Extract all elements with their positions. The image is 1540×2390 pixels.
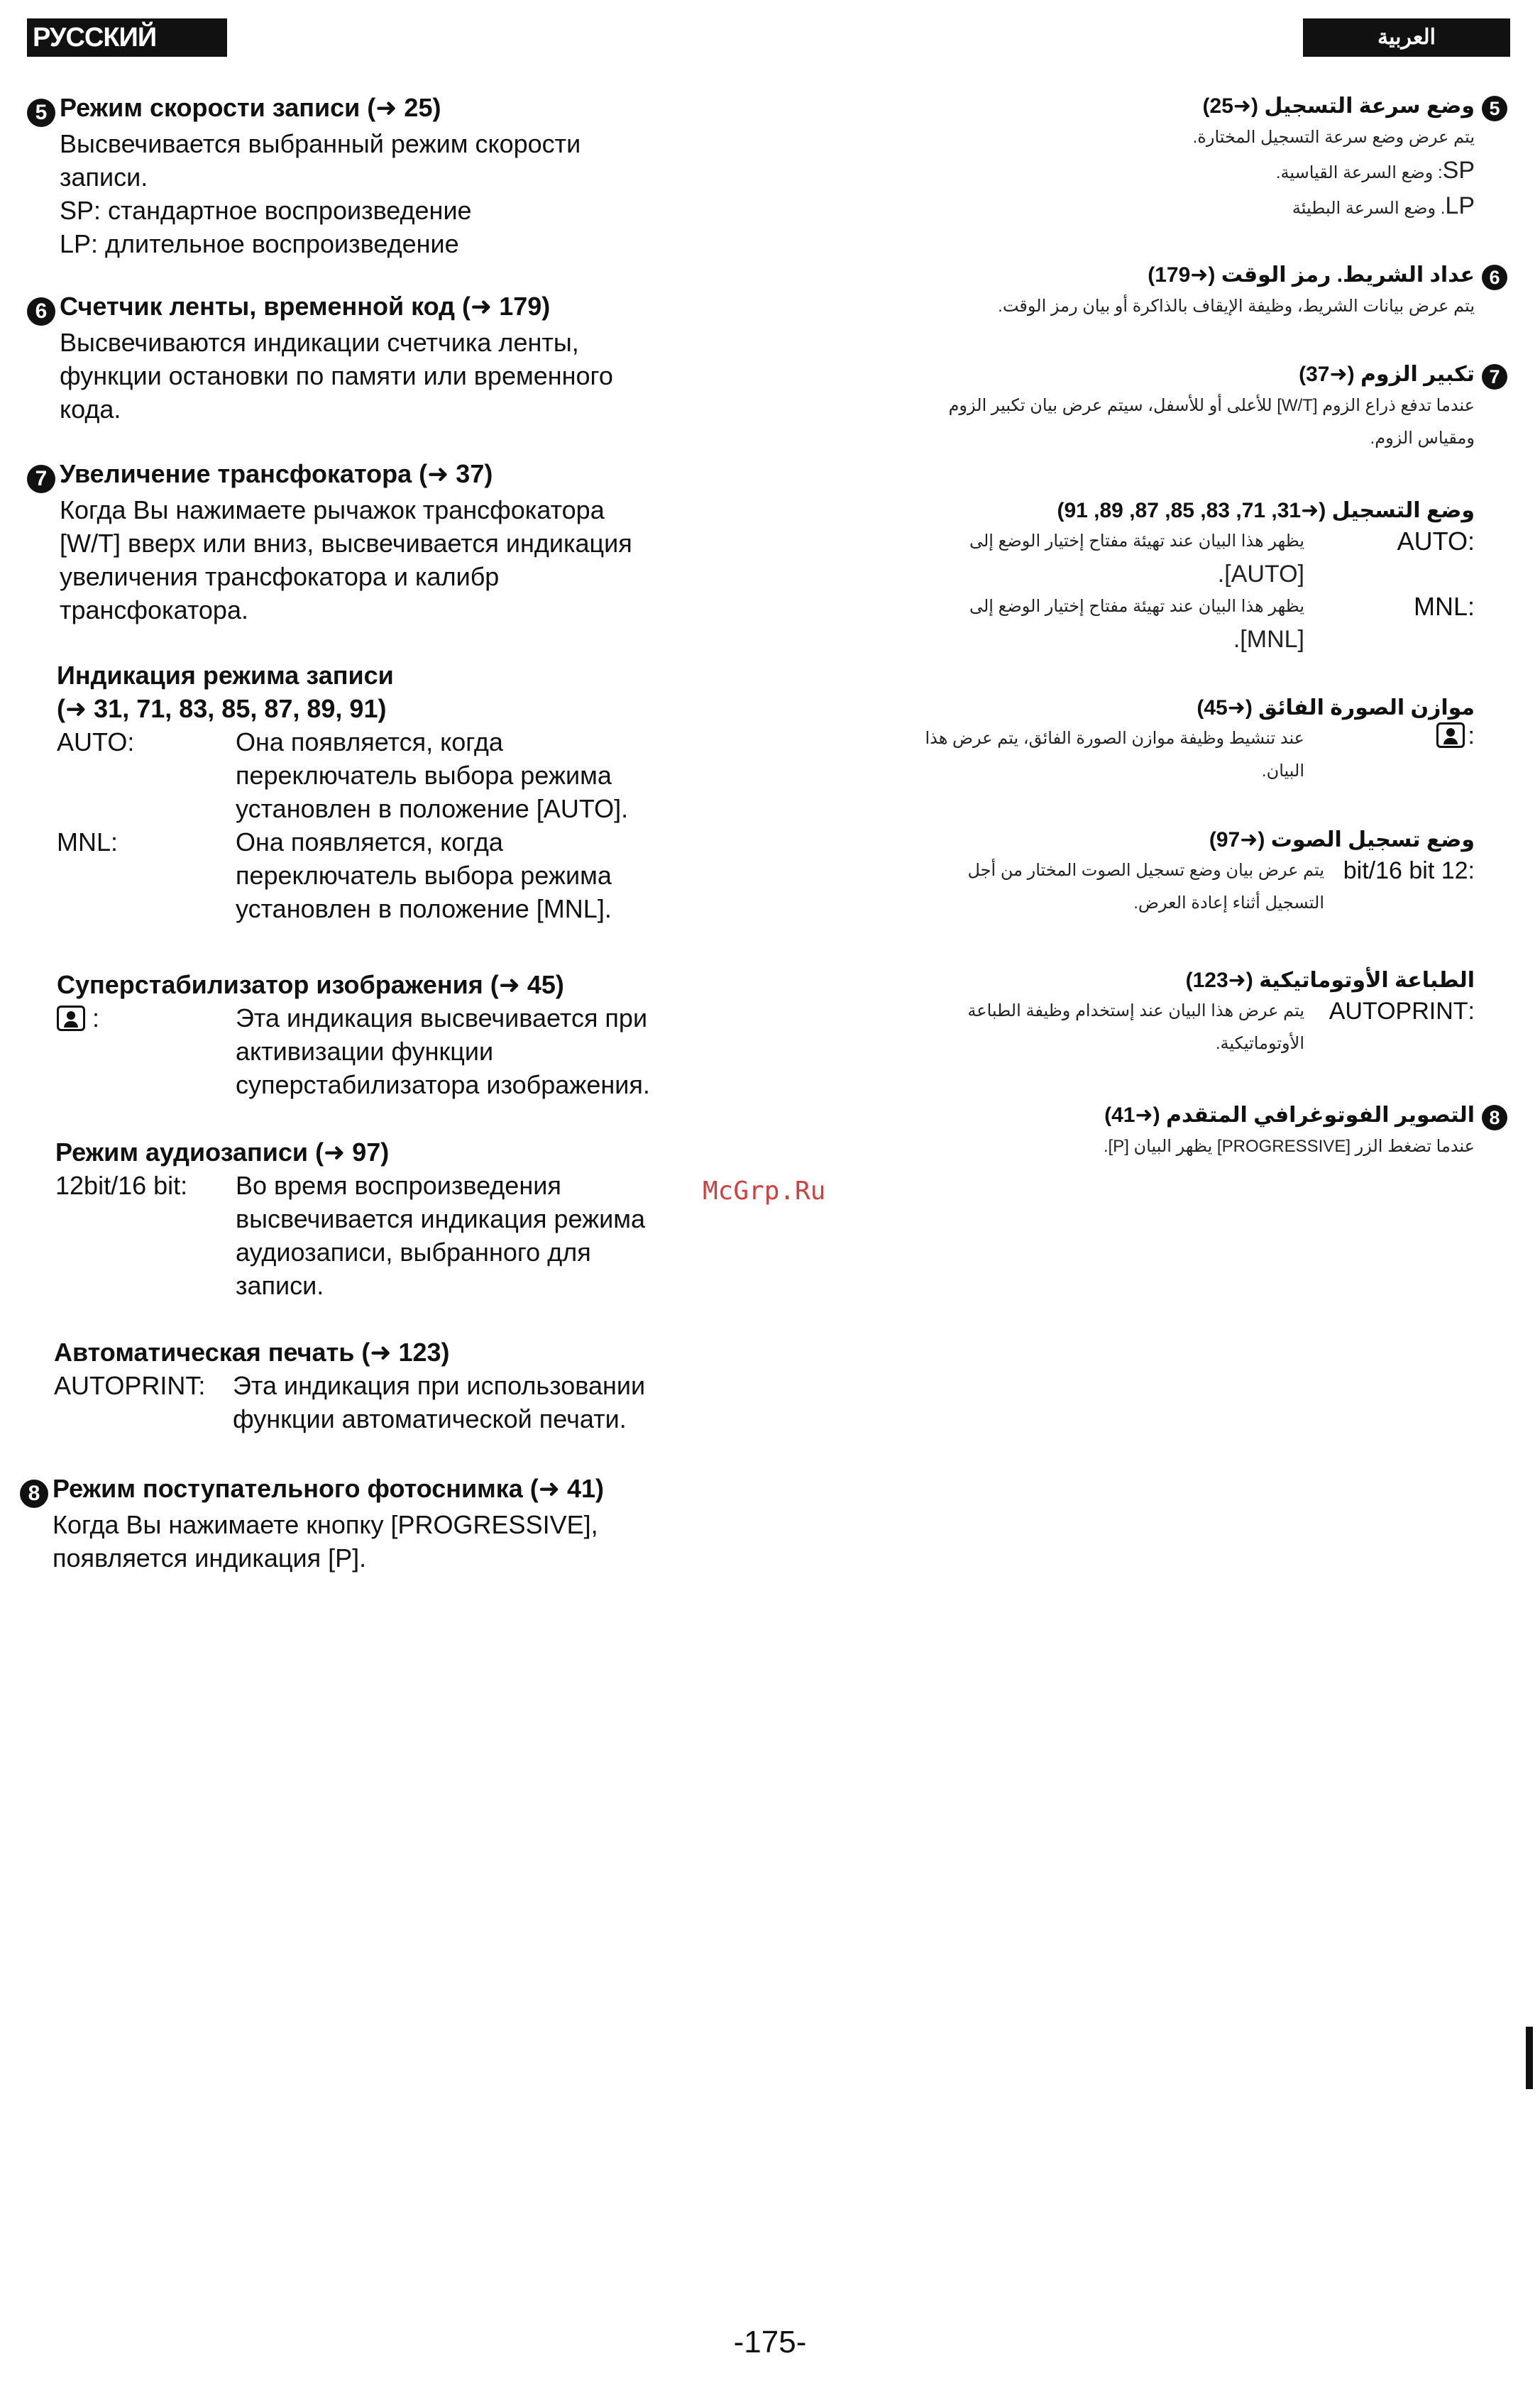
ar-image-stabilizer-title: موازن الصورة الفائق (➜45)	[1197, 696, 1475, 720]
ru-audio-line: записи.	[236, 1271, 324, 1300]
ar-sp-value: : وضع السرعة القياسية.	[1275, 163, 1443, 182]
ru-stabilizer-line: активизации функции	[236, 1037, 494, 1066]
ar-auto-line: يظهر هذا البيان عند تهيئة مفتاح إختيار الوضع إلى	[969, 532, 1304, 551]
image-stabilizer-icon	[1436, 722, 1465, 748]
ru-autoprint-line: функции автоматической печати.	[233, 1404, 627, 1433]
ru-section-8-line: Когда Вы нажимаете кнопку [PROGRESSIVE],	[53, 1510, 598, 1539]
ar-auto-line: [AUTO].	[1217, 561, 1304, 588]
ru-section-6-line: Высвечиваются индикации счетчика ленты,	[60, 328, 579, 357]
ar-section-7-line: ومقياس الزوم.	[1370, 429, 1475, 448]
ar-section-5-number: 5	[1482, 96, 1507, 121]
ar-audio-mode	[852, 826, 1475, 920]
ru-mnl-line: установлен в положение [MNL].	[236, 894, 612, 923]
ru-auto-key: AUTO:	[57, 727, 135, 756]
ar-section-6-title: عداد الشريط. رمز الوقت (➜179)	[1148, 263, 1475, 287]
ar-stabilizer-key: :	[1468, 722, 1475, 749]
ru-audio-mode-title: Режим аудиозаписи (➜ 97)	[55, 1138, 390, 1167]
ru-section-7-line: увеличения трансфокатора и калибр	[60, 562, 500, 591]
ru-audio-line: Во время воспроизведения	[236, 1171, 561, 1200]
watermark-text: McGrp.Ru	[703, 1177, 826, 1206]
ru-section-6-line: кода.	[60, 395, 121, 424]
ru-section-6-number: 6	[27, 297, 55, 326]
ar-section-6	[852, 261, 1507, 323]
ru-section-5-title: Режим скорости записи (➜ 25)	[60, 93, 441, 122]
ru-image-stabilizer	[57, 968, 710, 1101]
ar-section-8	[852, 1101, 1507, 1163]
ru-section-7	[27, 457, 708, 627]
ru-section-8	[20, 1472, 701, 1575]
ar-section-8-line: عندما تضغط الزر [PROGRESSIVE] يظهر البيان [P].	[1103, 1137, 1475, 1156]
ar-section-8-number: 8	[1482, 1105, 1507, 1130]
side-index-bar	[1526, 2027, 1533, 2089]
ar-lp-key: LP	[1445, 192, 1475, 219]
ru-section-5-number: 5	[27, 99, 55, 127]
ru-autoprint	[54, 1336, 707, 1436]
ru-mnl-line: Она появляется, когда	[236, 827, 503, 857]
ru-stabilizer-line: Эта индикация высвечивается при	[236, 1003, 648, 1032]
ru-section-6	[27, 290, 694, 426]
ru-recording-mode-title: Индикация режима записи	[57, 661, 394, 690]
ru-recording-mode-refs: (➜ 31, 71, 83, 85, 87, 89, 91)	[57, 694, 387, 723]
ar-section-5-line: يتم عرض وضع سرعة التسجيل المختارة.	[1192, 128, 1475, 147]
image-stabilizer-icon	[57, 1006, 85, 1031]
ru-section-7-number: 7	[27, 465, 55, 493]
ru-section-7-title: Увеличение трансфокатора (➜ 37)	[60, 459, 493, 488]
ru-autoprint-key: AUTOPRINT:	[54, 1371, 206, 1400]
ru-section-7-line: Когда Вы нажимаете рычажок трансфокатора	[60, 495, 605, 524]
ar-section-7-title: تكبير الزوم (➜37)	[1299, 363, 1475, 386]
ar-section-6-line: يتم عرض بيانات الشريط، وظيفة الإيقاف بالذاكرة أو بيان رمز الوقت.	[998, 297, 1475, 316]
ar-autoprint-title: الطباعة الأوتوماتيكية (➜123)	[1185, 969, 1475, 992]
ru-section-8-number: 8	[20, 1480, 48, 1508]
header-language-arabic: العربية	[1303, 18, 1510, 57]
ru-section-6-title: Счетчик ленты, временной код (➜ 179)	[60, 292, 551, 321]
ar-autoprint-key: :AUTOPRINT	[1329, 998, 1475, 1025]
ar-stabilizer-line: البيان.	[1261, 761, 1304, 781]
ar-audio-line: يتم عرض بيان وضع تسجيل الصوت المختار من أجل	[967, 861, 1324, 880]
ru-auto-line: установлен в положение [AUTO].	[236, 794, 629, 823]
ar-lp-value: . وضع السرعة البطيئة	[1292, 199, 1446, 218]
ru-image-stabilizer-title: Суперстабилизатор изображения (➜ 45)	[57, 970, 564, 999]
ru-section-5-line: записи.	[60, 163, 148, 192]
ru-section-5-line: SP: стандартное воспроизведение	[60, 196, 472, 225]
ru-section-5-line: Высвечивается выбранный режим скорости	[60, 129, 581, 158]
ar-section-5-title: وضع سرعة التسجيل (➜25)	[1202, 94, 1475, 118]
ru-audio-line: высвечивается индикация режима	[236, 1204, 646, 1233]
ru-auto-line: Она появляется, когда	[236, 727, 503, 756]
ru-section-5	[27, 91, 694, 260]
page-number: -175-	[733, 2325, 807, 2359]
ru-audio-mode	[55, 1135, 708, 1302]
ru-recording-mode	[57, 659, 710, 925]
ar-section-7-line: عندما تدفع ذراع الزوم [W/T] للأعلى أو للأسفل، سيتم عرض بيان تكبير الزوم	[948, 396, 1475, 415]
ar-audio-line: التسجيل أثناء إعادة العرض.	[1133, 893, 1324, 913]
ar-image-stabilizer	[852, 694, 1475, 788]
ru-stabilizer-line: суперстабилизатора изображения.	[236, 1070, 650, 1099]
ar-section-7-number: 7	[1482, 364, 1507, 390]
ar-section-7	[852, 360, 1507, 455]
ar-autoprint	[852, 967, 1475, 1060]
ar-autoprint-line: يتم عرض هذا البيان عند إستخدام وظيفة الطباعة	[967, 1001, 1304, 1020]
ar-autoprint-line: الأوتوماتيكية.	[1215, 1034, 1304, 1053]
ru-audio-line: аудиозаписи, выбранного для	[236, 1238, 591, 1267]
ar-section-5	[852, 92, 1507, 225]
ru-mnl-key: MNL:	[57, 827, 119, 857]
ru-section-8-line: появляется индикация [P].	[53, 1543, 367, 1573]
ru-section-8-title: Режим поступательного фотоснимка (➜ 41)	[53, 1474, 604, 1503]
ru-autoprint-title: Автоматическая печать (➜ 123)	[54, 1338, 450, 1367]
ru-stabilizer-key: :	[92, 1003, 100, 1032]
header-language-russian: РУССКИЙ ЯЗЫК	[27, 18, 227, 57]
ar-recording-mode	[852, 497, 1475, 656]
ru-section-5-line: LP: длительное воспроизведение	[60, 229, 459, 258]
ar-section-6-number: 6	[1482, 265, 1507, 290]
ru-audio-key: 12bit/16 bit:	[55, 1171, 188, 1200]
ar-auto-key: :AUTO	[1397, 527, 1475, 556]
ar-sp-key: SP	[1442, 157, 1475, 184]
ru-section-6-line: функции остановки по памяти или временного	[60, 361, 613, 390]
ru-auto-line: переключатель выбора режима	[236, 761, 612, 790]
ar-recording-mode-title: وضع التسجيل (➜31, 71, 83, 85, 87, 89, 91)	[1057, 499, 1475, 522]
ar-stabilizer-line: عند تنشيط وظيفة موازن الصورة الفائق، يتم عرض هذا	[925, 729, 1304, 748]
ru-autoprint-line: Эта индикация при использовании	[233, 1371, 646, 1400]
ru-section-7-line: трансфокатора.	[60, 595, 248, 624]
ar-mnl-line: يظهر هذا البيان عند تهيئة مفتاح إختيار الوضع إلى	[969, 597, 1304, 616]
ar-mnl-key: :MNL	[1413, 592, 1475, 621]
ru-section-7-line: [W/T] вверх или вниз, высвечивается индикация	[60, 529, 632, 558]
ar-audio-mode-title: وضع تسجيل الصوت (➜97)	[1209, 828, 1475, 852]
ar-mnl-line: [MNL].	[1233, 626, 1304, 653]
ar-audio-key: :12 bit/16 bit	[1343, 857, 1475, 884]
ar-section-8-title: التصوير الفوتوغرافي المتقدم (➜41)	[1104, 1103, 1475, 1127]
ru-mnl-line: переключатель выбора режима	[236, 861, 612, 890]
